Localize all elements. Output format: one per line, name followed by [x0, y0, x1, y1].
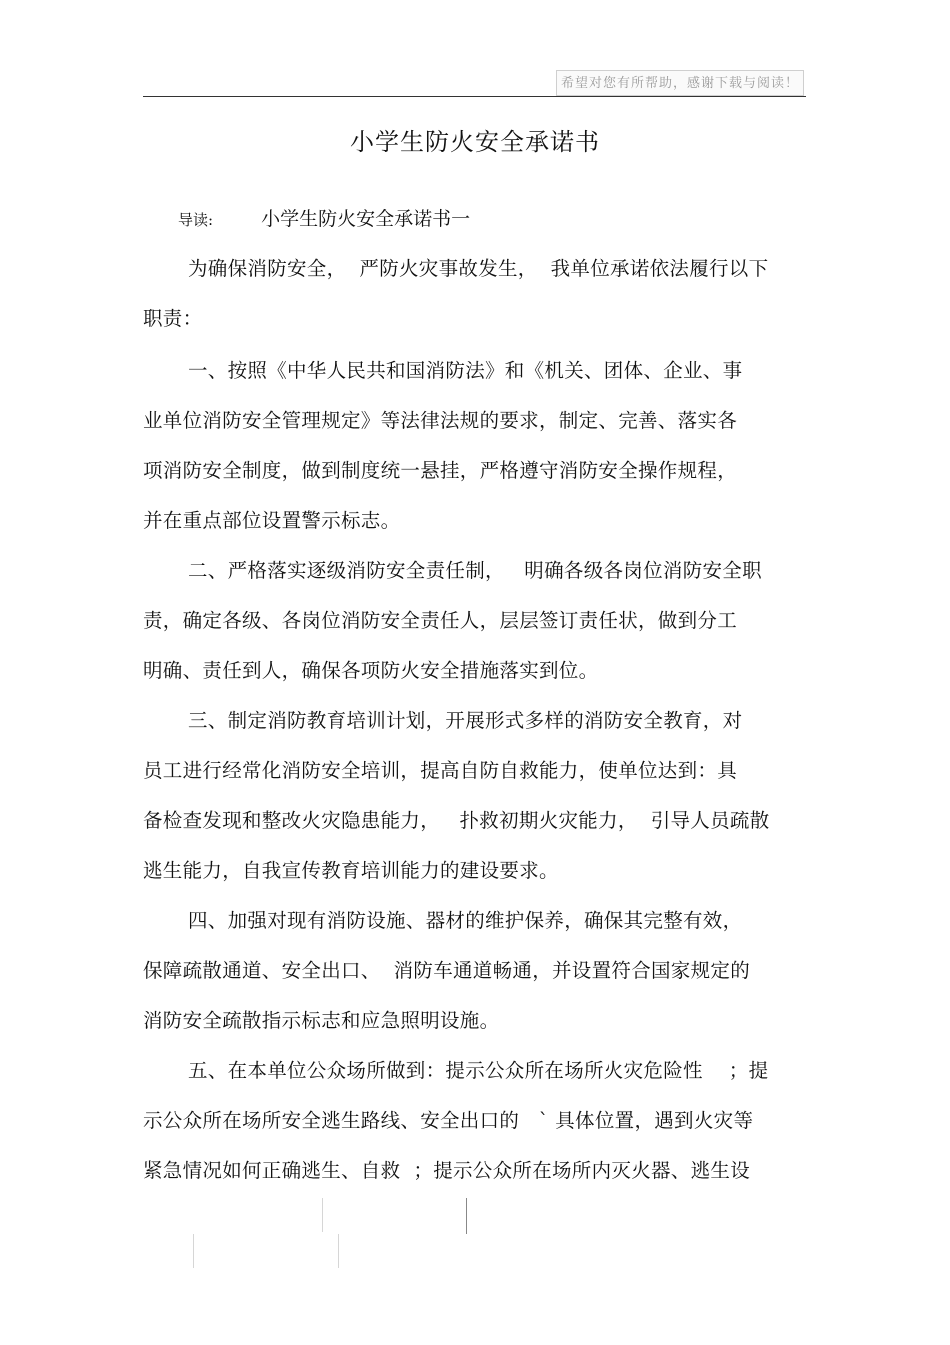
body-line: 三、制定消防教育培训计划，开展形式多样的消防安全教育，对: [188, 709, 743, 732]
document-title: 小学生防火安全承诺书: [350, 128, 600, 156]
body-line: 消防安全疏散指示标志和应急照明设施。: [143, 1009, 500, 1032]
body-line: 并在重点部位设置警示标志。: [143, 509, 401, 532]
table-border-fragment: [322, 1198, 323, 1232]
body-line: 明确、责任到人，确保各项防火安全措施落实到位。: [143, 659, 599, 682]
body-line: 业单位消防安全管理规定》等法律法规的要求，制定、完善、落实各: [143, 409, 738, 432]
body-line: 逃生能力，自我宣传教育培训能力的建设要求。: [143, 859, 559, 882]
table-border-fragment: [466, 1198, 467, 1234]
body-line: 职责：: [143, 307, 203, 330]
intro-line: [178, 204, 470, 231]
intro-lead: 导读:: [178, 211, 214, 229]
body-line: 紧急情况如何正确逃生、自救 ；提示公众所在场所内灭火器、逃生设: [143, 1159, 750, 1182]
body-line: 为确保消防安全， 严防火灾事故发生， 我单位承诺依法履行以下: [188, 257, 769, 280]
body-line: 一、按照《中华人民共和国消防法》和《机关、团体、企业、事: [188, 359, 743, 382]
download-watermark: 希望对您有所帮助，感谢下载与阅读！: [556, 70, 804, 96]
body-line: 五、在本单位公众场所做到：提示公众所在场所火灾危险性 ；提: [188, 1059, 769, 1082]
body-line: 保障疏散通道、安全出口、 消防车通道畅通，并设置符合国家规定的: [143, 959, 750, 982]
body-line: 二、严格落实逐级消防安全责任制， 明确各级各岗位消防安全职: [188, 559, 762, 582]
intro-text: 小学生防火安全承诺书一: [261, 208, 471, 230]
body-line: 示公众所在场所安全逃生路线、安全出口的 ` 具体位置，遇到火灾等: [143, 1109, 754, 1132]
body-line: 责，确定各级、各岗位消防安全责任人，层层签订责任状，做到分工: [143, 609, 738, 632]
table-border-fragment: [193, 1234, 194, 1268]
body-line: 项消防安全制度，做到制度统一悬挂，严格遵守消防安全操作规程，: [143, 459, 738, 482]
header-divider: [143, 96, 806, 97]
table-border-fragment: [338, 1234, 339, 1268]
body-line: 四、加强对现有消防设施、器材的维护保养，确保其完整有效，: [188, 909, 743, 932]
body-line: 备检查发现和整改火灾隐患能力， 扑救初期火灾能力， 引导人员疏散: [143, 809, 770, 832]
body-line: 员工进行经常化消防安全培训，提高自防自救能力，使单位达到：具: [143, 759, 738, 782]
